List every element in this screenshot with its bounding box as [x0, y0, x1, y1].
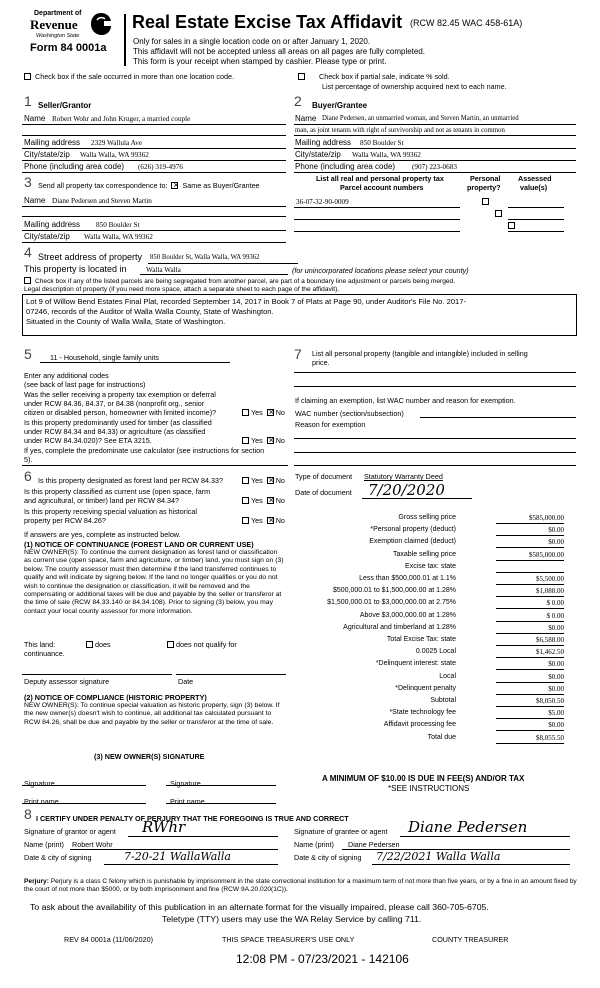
grantor-sig-label: Signature of grantor or agent	[24, 827, 116, 836]
s6-q2a: Is this property classified as current use (open space, farm	[24, 487, 211, 496]
deputy-sig-label: Deputy assessor signature	[24, 677, 110, 686]
same-as-buyer-checkbox[interactable]	[171, 182, 178, 189]
buyer-mailing-label: Mailing address	[295, 138, 352, 147]
doc-type-label: Type of document	[295, 472, 353, 481]
tax-row-label: Exemption claimed (deduct)	[369, 538, 456, 546]
seller-city-label: City/state/zip	[24, 150, 70, 159]
s6-q1-no-checkbox[interactable]	[267, 477, 274, 484]
reason-label: Reason for exemption	[295, 420, 366, 429]
parcels-col1b: Parcel account numbers	[340, 183, 424, 192]
correspondence-text: Send all property tax correspondence to:	[38, 181, 168, 190]
s6-q2b: and agricultural, or timber) land per RCW 84.34?	[24, 496, 180, 505]
owner-signature-1-label: Signature	[24, 779, 55, 788]
s5-q3a: If yes, complete the predominate use calculator (see instructions for section	[24, 446, 265, 455]
correspondence-name[interactable]: Diane Pedersen and Steven Martin	[52, 197, 152, 205]
s6-q1-yes-checkbox[interactable]	[242, 477, 249, 484]
tax-row	[292, 709, 576, 721]
tax-row	[292, 563, 576, 575]
tax-row-label: 0.0025 Local	[415, 648, 456, 656]
this-land-label: This land:	[24, 640, 56, 649]
doc-type[interactable]: Statutory Warranty Deed	[364, 472, 443, 481]
see-back: (see back of last page for instructions)	[24, 380, 146, 389]
section-5-number: 5	[24, 346, 32, 362]
tax-row	[292, 660, 576, 672]
tax-row	[292, 612, 576, 624]
tax-row-value[interactable]: $1,462.50	[536, 648, 564, 657]
notice2-body: NEW OWNER(S): To continue special valuation as historic property, sign (3) below. If the new owner(s) doesn't wish to continue, all additional tax calculated pursuant to RCW 84.26, shall be due and payable by the seller or transferor at the time of sale.	[24, 702, 280, 726]
tax-row-value[interactable]: $6,588.00	[536, 636, 564, 644]
s6-q1: Is this property designated as forest land per RCW 84.33?	[38, 476, 223, 485]
tax-row-value[interactable]: $ 0.00	[546, 611, 564, 620]
s6-q3b: property per RCW 84.26?	[24, 516, 106, 525]
buyer-heading: Buyer/Grantee	[312, 101, 368, 110]
tax-row-label: Total Excise Tax: state	[386, 636, 456, 643]
county-treasurer: COUNTY TREASURER	[432, 935, 509, 944]
s5-q1-no-checkbox[interactable]	[267, 409, 274, 416]
tax-row	[292, 636, 576, 648]
parcel-row-1[interactable]: 36-07-32-90-0009	[296, 198, 349, 206]
tax-row	[292, 587, 576, 599]
dor-logo-revenue: Revenue	[30, 17, 78, 32]
tax-row-value[interactable]: $8,050.50	[536, 697, 564, 705]
s6-q2-no-checkbox[interactable]	[267, 497, 274, 504]
same-as-buyer-label: Same as Buyer/Grantee	[182, 181, 260, 190]
exemption-label: If claiming an exemption, list WAC number and reason for exemption.	[295, 396, 516, 405]
s6-q3-answer: Yes × No	[240, 516, 285, 525]
legal-line-1: Lot 9 of Willow Bend Estates Final Plat, recorded September 14, 2017 in Book 7 of Plats at Page 90, under Auditor's File No. 2017-	[26, 297, 467, 306]
tax-row-value[interactable]: $0.00	[548, 684, 564, 693]
grantor-name-label: Name (print)	[24, 840, 64, 849]
grantor-name[interactable]: Robert Wohr	[72, 840, 113, 849]
does-not-option: does not qualify for	[165, 640, 237, 649]
form-rcw: (RCW 82.45 WAC 458-61A)	[410, 18, 523, 28]
owner-signature-2-label: Signature	[170, 779, 201, 788]
legal-description-label: Legal description of property (if you need more space, attach a separate sheet to each page of the affidavit).	[24, 286, 340, 293]
continuance-label: continuance.	[24, 649, 65, 658]
notice1-body: NEW OWNER(S): To continue the current designation as forest land or classification as current use (open space, farm and agriculture, or timber) land, you must sign on (3) below. The county assessor must then determine if the land transferred continues to qualify and will indicate by signing below. If the land no longer qualifies or you do not wish to continue the designation or classification, it will be removed and the compensating or additional taxes will be due and payable by the seller or transferor at the time of sale (RCW 84.33.140 or 84.34.108). Prior to signing (3) below, you may contact your local county assessor for more information.	[24, 549, 284, 615]
grantee-date-city[interactable]: 7/22/2021 Walla Walla	[376, 850, 501, 863]
use-code[interactable]: 11 - Household, single family units	[50, 353, 159, 362]
alt-format-note: To ask about the availability of this publication in an alternate format for the visually impaired, please call 360-705-6705.	[30, 902, 489, 912]
deputy-date-label: Date	[178, 677, 194, 686]
tax-row	[292, 551, 576, 563]
unincorporated-note: (for unincorporated locations please select your county)	[292, 266, 469, 275]
section-2-number: 2	[294, 93, 302, 109]
tax-row-value[interactable]: $0.00	[548, 526, 564, 535]
does-option: does	[84, 640, 111, 649]
correspondence-name-label: Name	[24, 196, 46, 205]
correspondence-city-label: City/state/zip	[24, 232, 70, 241]
s7-text2: price.	[312, 358, 330, 367]
multi-location-label: Check box if the sale occurred in more than one location code.	[35, 72, 234, 81]
certify-text: I CERTIFY UNDER PENALTY OF PERJURY THAT THE FOREGOING IS TRUE AND CORRECT	[36, 814, 349, 823]
s6-q2-answer: Yes × No	[240, 496, 285, 505]
grantor-date-label: Date & city of signing	[24, 853, 92, 862]
segregated-row	[22, 276, 455, 285]
s6-q3a: Is this property receiving special valuation as historical	[24, 507, 197, 516]
tax-row	[292, 575, 576, 587]
partial-sale-checkbox[interactable]	[298, 73, 305, 80]
buyer-name-1[interactable]: Diane Pedersen, an unmarried woman, and Steven Martin, an unmarried	[322, 115, 519, 122]
tax-row-value[interactable]: $5,500.00	[536, 575, 564, 583]
additional-codes: Enter any additional codes	[24, 371, 109, 380]
s7-text1: List all personal property (tangible and intangible) included in selling	[312, 349, 528, 358]
buyer-phone[interactable]: (907) 223-0683	[412, 163, 457, 171]
s5-q1-yes-checkbox[interactable]	[242, 409, 249, 416]
tax-row-label: Subtotal	[430, 697, 456, 704]
seller-city[interactable]: Walla Walla, WA 99362	[80, 151, 149, 159]
header-divider	[124, 14, 126, 66]
tax-row-value[interactable]: $585,000.00	[529, 550, 564, 559]
section-4-number: 4	[24, 244, 32, 260]
wac-label: WAC number (section/subsection)	[295, 409, 404, 418]
grantor-date-city[interactable]: 7-20-21 WallaWalla	[124, 850, 231, 863]
correspondence-city[interactable]: Walla Walla, WA 99362	[84, 233, 153, 241]
grantee-sig-label: Signature of grantee or agent	[294, 827, 388, 836]
tax-row-value[interactable]: $8,055.50	[536, 733, 564, 742]
notice2-title: (2) NOTICE OF COMPLIANCE (HISTORIC PROPERTY)	[24, 693, 207, 702]
tax-row-label: Affidavit processing fee	[383, 721, 456, 729]
tax-row-label: *State technology fee	[389, 709, 456, 717]
tax-row-label: Taxable selling price	[392, 550, 456, 558]
seller-phone[interactable]: (626) 319-4976	[138, 163, 183, 171]
tax-row	[292, 648, 576, 660]
parcel-3-personal-checkbox[interactable]	[508, 222, 515, 229]
grantee-name[interactable]: Diane Pedersen	[348, 840, 400, 849]
seller-mailing[interactable]: 2329 Wallula Ave	[91, 139, 143, 147]
seller-name[interactable]: Robert Wohr and John Kruger, a married couple	[52, 115, 191, 123]
s5-q2-answer: Yes × No	[240, 436, 285, 445]
partial-sale-label: Check box if partial sale, indicate % sold.	[319, 72, 450, 81]
form-number: Form 84 0001a	[30, 42, 107, 54]
tax-row	[292, 599, 576, 611]
s5-q1b: under RCW 84.36, 84.37, or 84.38 (nonprofit org., senior	[24, 399, 205, 408]
s6-if-yes: If answers are yes, complete as instructed below.	[24, 530, 181, 539]
buyer-phone-label: Phone (including area code)	[295, 162, 396, 171]
tax-row-line	[496, 563, 564, 573]
grantee-name-label: Name (print)	[294, 840, 334, 849]
s6-q3-yes-checkbox[interactable]	[242, 517, 249, 524]
tax-row	[292, 734, 576, 746]
new-owner-sig-title: (3) NEW OWNER(S) SIGNATURE	[94, 752, 205, 761]
dor-logo	[24, 10, 116, 66]
tax-row-label: Gross selling price	[398, 514, 456, 521]
owner-print-2-label: Print name	[170, 797, 205, 806]
buyer-mailing[interactable]: 850 Boulder St	[360, 139, 404, 147]
tax-row	[292, 673, 576, 685]
correspondence-mailing[interactable]: 850 Boulder St	[96, 221, 140, 229]
s6-q1-answer: Yes × No	[240, 476, 285, 485]
legal-description-box[interactable]	[22, 294, 577, 336]
tax-row	[292, 721, 576, 733]
section-7-number: 7	[294, 346, 302, 362]
tax-row-value[interactable]: $0.00	[548, 721, 564, 730]
tax-row-label: *Personal property (deduct)	[370, 526, 456, 534]
tax-row-value[interactable]: $0.00	[548, 660, 564, 669]
header-sub1: Only for sales in a single location code on or after January 1, 2020.	[133, 37, 371, 46]
correspondence-mailing-label: Mailing address	[24, 220, 81, 229]
tax-row	[292, 685, 576, 697]
segregated-checkbox[interactable]	[24, 277, 31, 284]
parcels-col2: Personal	[470, 174, 501, 183]
s6-q3-no-checkbox[interactable]	[267, 517, 274, 524]
seller-heading: Seller/Grantor	[38, 101, 92, 110]
doc-date[interactable]: 7/20/2020	[368, 481, 445, 499]
tax-row-label: $500,000.01 to $1,500,000.00 at 1.28%	[333, 587, 456, 595]
rev-number: REV 84 0001a (11/06/2020)	[64, 935, 153, 944]
dor-logo-state: Washington State	[36, 33, 80, 39]
s5-q1c: citizen or disabled person, homeowner with limited income)?	[24, 408, 217, 417]
owner-print-1-label: Print name	[24, 797, 59, 806]
s5-q2-yes-checkbox[interactable]	[242, 437, 249, 444]
buyer-city[interactable]: Walla Walla, WA 99362	[352, 151, 421, 159]
section-3-number: 3	[24, 174, 32, 190]
tax-row-value[interactable]: $5.00	[548, 709, 564, 718]
dor-mark-icon	[90, 12, 112, 36]
tax-row-value[interactable]: $0.00	[548, 538, 564, 547]
does-checkbox[interactable]	[86, 641, 93, 648]
tax-row-label: $1,500,000.01 to $3,000,000.00 at 2.75%	[327, 599, 456, 607]
seller-name-label: Name	[24, 114, 46, 123]
parcel-2-personal-checkbox[interactable]	[495, 210, 502, 217]
tax-row-value[interactable]: $0.00	[548, 672, 564, 681]
located-label: This property is located in	[24, 264, 127, 274]
parcels-col1: List all real and personal property tax	[316, 174, 444, 183]
seller-mailing-label: Mailing address	[24, 138, 81, 147]
doc-date-label: Date of document	[295, 488, 352, 497]
tax-row-label: Total due	[427, 733, 456, 741]
buyer-name-2[interactable]: man, as joint tenants with right of survivorship and not as tenants in common	[295, 127, 505, 134]
seller-phone-label: Phone (including area code)	[24, 162, 125, 171]
section-6-number: 6	[24, 468, 32, 484]
located-in[interactable]: Walla Walla	[146, 266, 181, 274]
grantor-signature[interactable]: RWhr	[142, 818, 186, 836]
form-title: Real Estate Excise Tax Affidavit	[132, 12, 403, 32]
s6-q2-yes-checkbox[interactable]	[242, 497, 249, 504]
parcels-col3b: value(s)	[520, 183, 548, 192]
multi-location-row	[22, 72, 234, 81]
tax-row	[292, 697, 576, 709]
tax-row-value[interactable]: $ 0.00	[546, 599, 564, 608]
tax-row-label: *Delinquent interest: state	[375, 660, 456, 668]
parcels-col2b: property?	[467, 183, 501, 192]
s5-q1-answer: Yes × No	[240, 408, 285, 417]
street-address-label: Street address of property	[38, 252, 143, 262]
tax-row	[292, 538, 576, 550]
s5-q2-no-checkbox[interactable]	[267, 437, 274, 444]
dor-logo-dept: Department of	[34, 10, 82, 17]
partial-sale-row	[296, 72, 450, 81]
legal-line-3: Situated in the County of Walla Walla, State of Washington.	[26, 317, 226, 326]
section-1-number: 1	[24, 93, 32, 109]
s5-q2b: under RCW 84.34 and 84.33) or agriculture (as classified	[24, 427, 206, 436]
grantee-date-label: Date & city of signing	[294, 853, 362, 862]
tax-row-label: Local	[439, 672, 456, 680]
tax-row-label: Agricultural and timberland at 1.28%	[343, 623, 456, 631]
grantee-signature[interactable]: Diane Pedersen	[408, 818, 528, 836]
tax-row	[292, 624, 576, 636]
buyer-name-label: Name	[295, 114, 317, 123]
tty-note: Teletype (TTY) users may use the WA Relay Service by calling 711.	[162, 914, 422, 924]
does-not-checkbox[interactable]	[167, 641, 174, 648]
tax-row-value[interactable]: $585,000.00	[529, 514, 564, 522]
s5-q2a: Is this property predominantly used for timber (as classified	[24, 418, 212, 427]
tax-row	[292, 526, 576, 538]
parcel-1-personal-checkbox[interactable]	[482, 198, 489, 205]
tax-row	[292, 514, 576, 526]
tax-row-label: Less than $500,000.01 at 1.1%	[359, 575, 456, 582]
header-sub3: This form is your receipt when stamped by cashier. Please type or print.	[133, 57, 387, 66]
header-sub2: This affidavit will not be accepted unless all areas on all pages are fully completed.	[133, 47, 426, 56]
see-instructions: *SEE INSTRUCTIONS	[388, 784, 470, 793]
treasurer-stamp: 12:08 PM - 07/23/2021 - 142106	[236, 952, 409, 966]
tax-row-label: *Delinquent penalty	[395, 684, 456, 692]
legal-line-2: 07246, records of the Auditor of Walla Walla County, State of Washington.	[26, 307, 274, 316]
buyer-city-label: City/state/zip	[295, 150, 341, 159]
s5-q2c: under RCW 84.34.020)? See ETA 3215.	[24, 436, 152, 445]
segregated-label: Check box if any of the listed parcels are being segregated from another parcel, are part of a boundary line adjustment or parcels being merged.	[35, 278, 456, 285]
s5-q1a: Was the seller receiving a property tax exemption or deferral	[24, 390, 216, 399]
multi-location-checkbox[interactable]	[24, 73, 31, 80]
tax-row-value[interactable]: $1,088.00	[536, 587, 564, 596]
treasurer-use: THIS SPACE TREASURER'S USE ONLY	[222, 935, 355, 944]
parcels-col3: Assessed	[518, 174, 552, 183]
tax-row-label: Excise tax: state	[405, 562, 456, 570]
street-address[interactable]: 850 Boulder St, Walla Walla, WA 99362	[150, 254, 260, 261]
section-8-number: 8	[24, 806, 32, 822]
tax-row-value[interactable]: $0.00	[548, 623, 564, 632]
perjury-statement: Perjury: Perjury is a class C felony which is punishable by imprisonment in the state correctional institution for a maximum term of not more than five years, or by a fine in an amount fixed by the court of not more than $5000, or by both imprisonment and fine (RCW 9A.20.020(1C)).	[24, 878, 577, 893]
s5-q3b: 5).	[24, 455, 33, 464]
correspondence-row	[38, 181, 260, 190]
minimum-fee: A MINIMUM OF $10.00 IS DUE IN FEE(S) AND/OR TAX	[322, 774, 525, 783]
ownership-note: List percentage of ownership acquired next to each name.	[322, 82, 507, 91]
tax-row-label: Above $3,000,000.00 at 1.28%	[359, 611, 456, 619]
notice1-title: (1) NOTICE OF CONTINUANCE (FOREST LAND OR CURRENT USE)	[24, 540, 254, 549]
